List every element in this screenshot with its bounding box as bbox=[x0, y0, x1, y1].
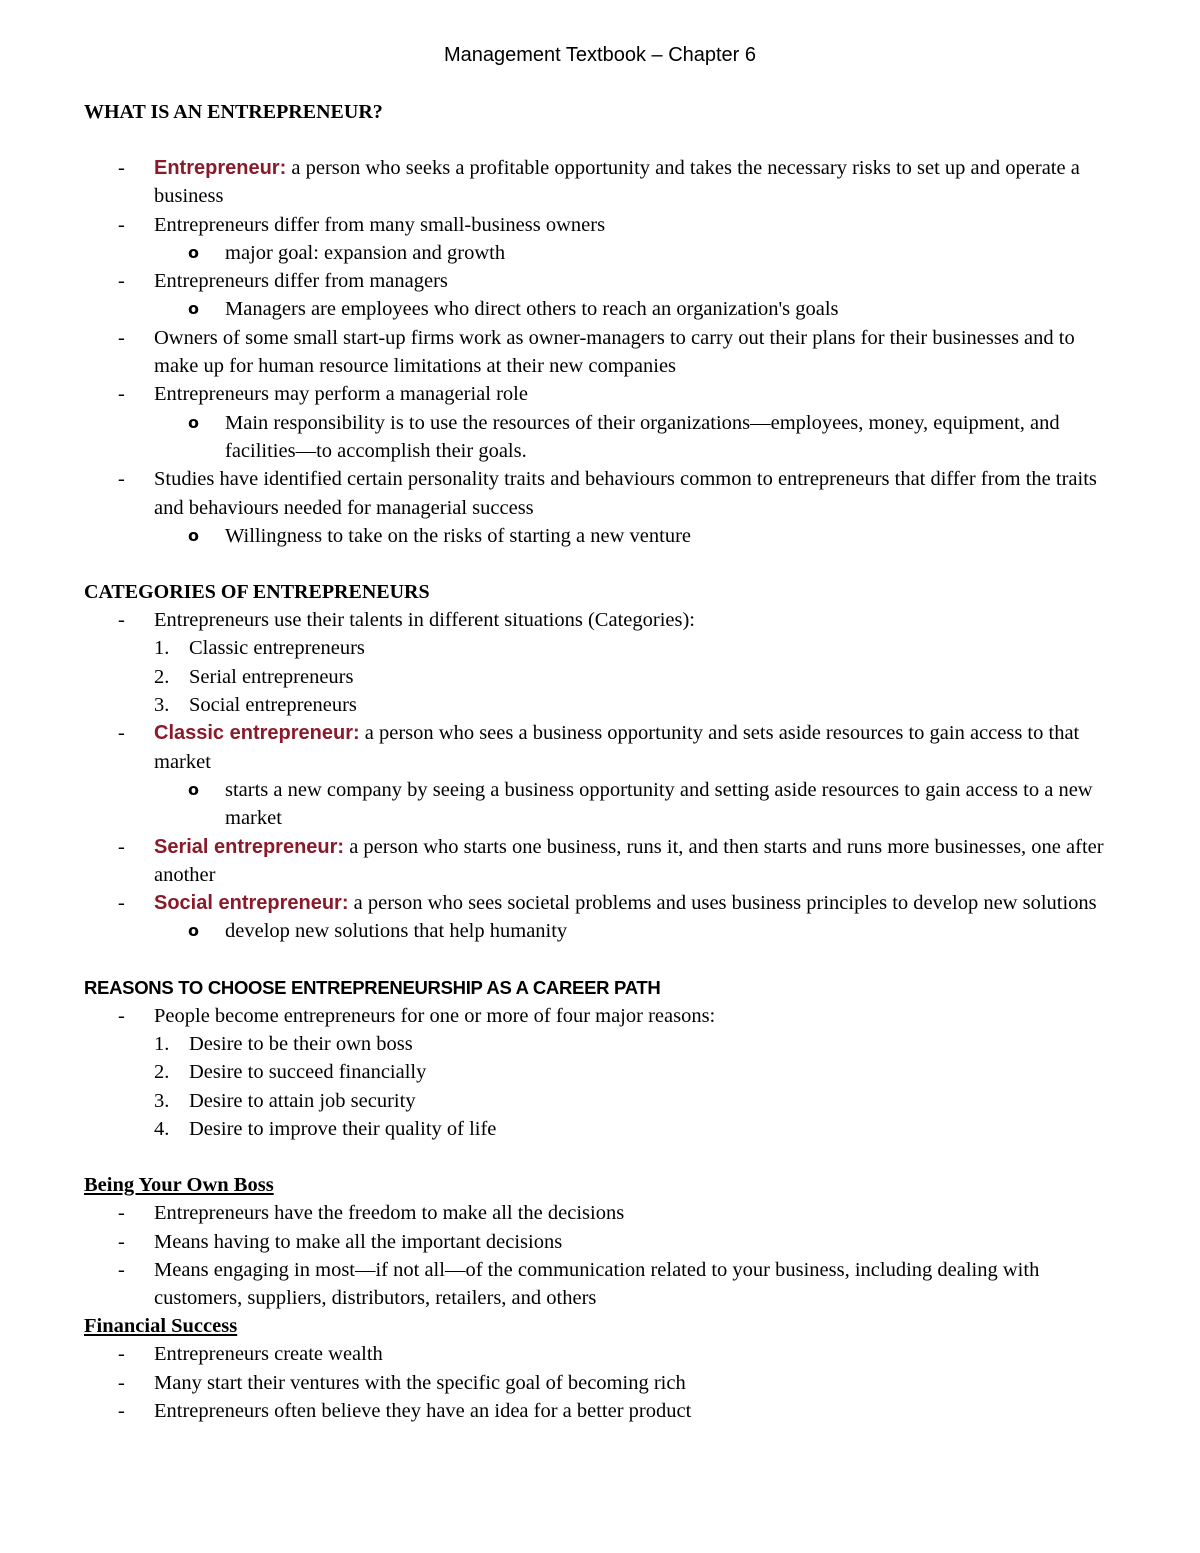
item-text: Means engaging in most—if not all—of the communication related to your business, including dealing with customers, suppliers, distributors, retailers, and others bbox=[154, 1258, 1040, 1310]
list-item bbox=[84, 1228, 1114, 1256]
item-text: Entrepreneurs use their talents in different situations (Categories): bbox=[154, 609, 695, 632]
item-text: starts a new company by seeing a business opportunity and setting aside resources to gain access to a new market bbox=[225, 778, 1093, 830]
term-entrepreneur: Entrepreneur: bbox=[154, 157, 287, 179]
circle-bullet: o bbox=[188, 412, 199, 432]
spacer bbox=[84, 946, 1114, 974]
list-item bbox=[84, 1002, 1114, 1030]
item-text: Means having to make all the important decisions bbox=[154, 1230, 563, 1253]
sub-list-item bbox=[84, 917, 1114, 945]
item-text: major goal: expansion and growth bbox=[225, 241, 506, 264]
item-text: Entrepreneurs differ from managers bbox=[154, 270, 448, 293]
item-text: Desire to improve their quality of life bbox=[189, 1117, 497, 1140]
dash-bullet: - bbox=[118, 835, 125, 858]
sub-list-item bbox=[84, 239, 1114, 267]
item-text: Serial entrepreneurs bbox=[189, 665, 354, 688]
definition-text: a person who seeks a profitable opportunity and takes the necessary risks to set up and operate a business bbox=[154, 157, 1080, 208]
dash-bullet: - bbox=[118, 1399, 125, 1422]
item-text: Main responsibility is to use the resources of their organizations—employees, money, equipment, and facilities—to accomplish their goals. bbox=[225, 411, 1060, 462]
dash-bullet: - bbox=[118, 383, 125, 406]
item-text: Entrepreneurs often believe they have an idea for a better product bbox=[154, 1399, 692, 1422]
circle-bullet: o bbox=[188, 242, 199, 262]
number-marker: 3. bbox=[154, 1089, 170, 1112]
section1-list bbox=[84, 154, 1114, 550]
list-item bbox=[84, 1369, 1114, 1397]
number-marker: 3. bbox=[154, 694, 170, 717]
numbered-item bbox=[84, 1058, 1114, 1086]
list-item bbox=[84, 380, 1114, 408]
dash-bullet: - bbox=[118, 892, 125, 915]
circle-bullet: o bbox=[188, 299, 199, 319]
item-text: Desire to be their own boss bbox=[189, 1033, 413, 1056]
definition-text: a person who sees societal problems and uses business principles to develop new solutions bbox=[348, 892, 1097, 915]
sub-list-item bbox=[84, 776, 1114, 833]
dash-bullet: - bbox=[118, 609, 125, 632]
section5-list bbox=[84, 1340, 1114, 1425]
numbered-item bbox=[84, 691, 1114, 719]
numbered-item bbox=[84, 663, 1114, 691]
list-item bbox=[84, 465, 1114, 522]
item-text: Desire to succeed financially bbox=[189, 1061, 427, 1084]
dash-bullet: - bbox=[118, 1202, 125, 1225]
item-text: Many start their ventures with the specific goal of becoming rich bbox=[154, 1371, 686, 1394]
dash-bullet: - bbox=[118, 722, 125, 745]
term-social-entrepreneur: Social entrepreneur: bbox=[154, 892, 349, 915]
spacer bbox=[84, 1143, 1114, 1171]
spacer bbox=[84, 126, 1114, 154]
subheading-financial-success: Financial Success bbox=[84, 1315, 238, 1338]
term-classic-entrepreneur: Classic entrepreneur: bbox=[154, 722, 360, 745]
numbered-item bbox=[84, 1087, 1114, 1115]
section-heading-categories: CATEGORIES OF ENTREPRENEURS bbox=[84, 581, 430, 604]
section3-list bbox=[84, 1002, 1114, 1143]
definition-text: a person who sees a business opportunity and sets aside resources to gain access to that market bbox=[154, 722, 1080, 773]
item-text: Entrepreneurs have the freedom to make all the decisions bbox=[154, 1202, 625, 1225]
section-heading-what-is-entrepreneur: WHAT IS AN ENTREPRENEUR? bbox=[84, 101, 383, 123]
list-item bbox=[84, 1340, 1114, 1368]
section4-list bbox=[84, 1199, 1114, 1312]
list-item bbox=[84, 889, 1114, 917]
subheading-being-your-own-boss: Being Your Own Boss bbox=[84, 1174, 274, 1197]
section2-list bbox=[84, 606, 1114, 946]
list-item bbox=[84, 267, 1114, 295]
item-text: Willingness to take on the risks of starting a new venture bbox=[225, 524, 692, 547]
dash-bullet: - bbox=[118, 213, 125, 236]
item-text: develop new solutions that help humanity bbox=[225, 920, 568, 943]
numbered-item bbox=[84, 1115, 1114, 1143]
section-heading-reasons: REASONS TO CHOOSE ENTREPRENEURSHIP AS A CAREER PATH bbox=[84, 976, 661, 998]
item-text: Classic entrepreneurs bbox=[189, 637, 365, 660]
dash-bullet: - bbox=[118, 1258, 125, 1281]
list-item bbox=[84, 154, 1114, 211]
document-header: Management Textbook – Chapter 6 bbox=[443, 44, 757, 66]
item-text: Entrepreneurs may perform a managerial role bbox=[154, 383, 528, 406]
dash-bullet: - bbox=[118, 1371, 125, 1394]
circle-bullet: o bbox=[188, 525, 199, 545]
dash-bullet: - bbox=[118, 1004, 125, 1027]
numbered-item bbox=[84, 1030, 1114, 1058]
list-item bbox=[84, 719, 1114, 776]
dash-bullet: - bbox=[118, 326, 125, 349]
dash-bullet: - bbox=[118, 270, 125, 293]
number-marker: 1. bbox=[154, 637, 170, 660]
item-text: Entrepreneurs differ from many small-business owners bbox=[154, 213, 606, 236]
list-item bbox=[84, 324, 1114, 381]
list-item bbox=[84, 211, 1114, 239]
item-text: People become entrepreneurs for one or more of four major reasons: bbox=[154, 1004, 716, 1027]
circle-bullet: o bbox=[188, 779, 199, 799]
list-item bbox=[84, 833, 1114, 890]
item-text: Managers are employees who direct others to reach an organization's goals bbox=[225, 298, 839, 321]
item-text: Social entrepreneurs bbox=[189, 694, 357, 717]
circle-bullet: o bbox=[188, 921, 199, 941]
sub-list-item bbox=[84, 409, 1114, 466]
dash-bullet: - bbox=[118, 1343, 125, 1366]
item-text: Studies have identified certain personality traits and behaviours common to entrepreneurs that differ from the traits and behaviours needed for managerial success bbox=[154, 468, 1097, 519]
list-item bbox=[84, 606, 1114, 634]
number-marker: 4. bbox=[154, 1117, 170, 1140]
item-text: Entrepreneurs create wealth bbox=[154, 1343, 383, 1366]
term-serial-entrepreneur: Serial entrepreneur: bbox=[154, 835, 345, 858]
sub-list-item bbox=[84, 522, 1114, 550]
dash-bullet: - bbox=[118, 157, 125, 179]
item-text: Owners of some small start-up firms work as owner-managers to carry out their plans for their businesses and to make up for human resource limitations at their new companies bbox=[154, 326, 1075, 378]
number-marker: 1. bbox=[154, 1033, 170, 1056]
list-item bbox=[84, 1199, 1114, 1227]
dash-bullet: - bbox=[118, 1230, 125, 1253]
sub-list-item bbox=[84, 295, 1114, 323]
document-body bbox=[84, 98, 1114, 1425]
number-marker: 2. bbox=[154, 665, 170, 688]
spacer bbox=[84, 550, 1114, 578]
numbered-item bbox=[84, 634, 1114, 662]
item-text: Desire to attain job security bbox=[189, 1089, 416, 1112]
number-marker: 2. bbox=[154, 1061, 170, 1084]
definition-text: a person who starts one business, runs it, and then starts and runs more businesses, one after another bbox=[154, 835, 1104, 886]
list-item bbox=[84, 1397, 1114, 1425]
list-item bbox=[84, 1256, 1114, 1313]
dash-bullet: - bbox=[118, 468, 125, 491]
